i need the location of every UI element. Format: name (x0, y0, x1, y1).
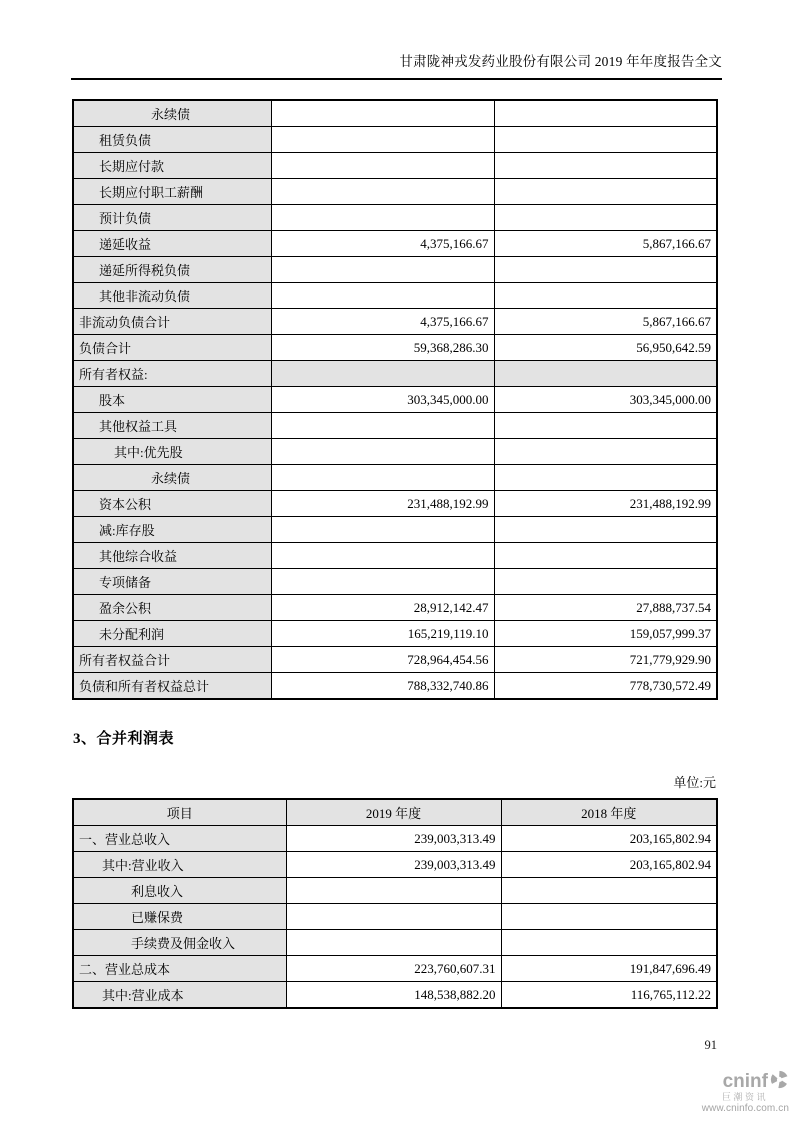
row-value (494, 465, 717, 491)
row-value (271, 257, 494, 283)
table-row (73, 179, 717, 205)
row-value: 27,888,737.54 (494, 595, 717, 621)
row-value (494, 153, 717, 179)
row-label: 永续债 (73, 465, 271, 491)
row-value: 239,003,313.49 (286, 852, 501, 878)
row-value (494, 179, 717, 205)
table-row (73, 153, 717, 179)
logo-brand-text: cninf (722, 1071, 768, 1093)
row-label: 手续费及佣金收入 (73, 930, 286, 956)
row-label: 专项储备 (73, 569, 271, 595)
row-value (494, 439, 717, 465)
row-value (271, 517, 494, 543)
row-value: 721,779,929.90 (494, 647, 717, 673)
row-value: 4,375,166.67 (271, 231, 494, 257)
table-row (73, 852, 717, 878)
row-value: 788,332,740.86 (271, 673, 494, 700)
row-value (271, 153, 494, 179)
row-value: 116,765,112.22 (501, 982, 717, 1009)
table-row (73, 930, 717, 956)
table-row (73, 621, 717, 647)
row-value: 239,003,313.49 (286, 826, 501, 852)
table-row (73, 517, 717, 543)
table-row (73, 878, 717, 904)
row-value (494, 283, 717, 309)
row-value (501, 878, 717, 904)
section-heading: 3、合并利润表 (73, 731, 175, 747)
logo-brand-row (683, 1070, 789, 1094)
row-label: 其他非流动负债 (73, 283, 271, 309)
row-label: 所有者权益合计 (73, 647, 271, 673)
row-label: 其他综合收益 (73, 543, 271, 569)
row-value: 5,867,166.67 (494, 231, 717, 257)
row-value: 59,368,286.30 (271, 335, 494, 361)
row-label: 非流动负债合计 (73, 309, 271, 335)
logo-url-text: www.cninfo.com.cn (701, 1102, 789, 1114)
row-value (494, 569, 717, 595)
table-row (73, 309, 717, 335)
row-value: 223,760,607.31 (286, 956, 501, 982)
income-statement-table (72, 798, 718, 1009)
row-value: 56,950,642.59 (494, 335, 717, 361)
row-label: 其中:优先股 (73, 439, 271, 465)
table-row (73, 205, 717, 231)
row-label: 股本 (73, 387, 271, 413)
row-label: 长期应付款 (73, 153, 271, 179)
row-label: 负债和所有者权益总计 (73, 673, 271, 700)
table-row (73, 647, 717, 673)
row-value (494, 543, 717, 569)
row-value (494, 413, 717, 439)
report-title: 甘肃陇神戎发药业股份有限公司 2019 年年度报告全文 (399, 54, 722, 69)
row-value: 303,345,000.00 (494, 387, 717, 413)
row-value (494, 257, 717, 283)
table-row (73, 231, 717, 257)
row-value (286, 904, 501, 930)
row-label: 长期应付职工薪酬 (73, 179, 271, 205)
row-value: 4,375,166.67 (271, 309, 494, 335)
table-row (73, 904, 717, 930)
row-label: 预计负债 (73, 205, 271, 231)
row-value (271, 413, 494, 439)
table-row (73, 283, 717, 309)
row-value (271, 127, 494, 153)
table-row (73, 465, 717, 491)
table-row (73, 100, 717, 127)
table-row (73, 595, 717, 621)
row-label: 租赁负债 (73, 127, 271, 153)
cninfo-logo (683, 1070, 789, 1114)
swirl-icon (770, 1070, 789, 1094)
row-value: 191,847,696.49 (501, 956, 717, 982)
row-value (494, 361, 717, 387)
table-header-row (73, 799, 717, 826)
row-value: 5,867,166.67 (494, 309, 717, 335)
unit-label: 单位:元 (673, 775, 716, 790)
row-label: 递延收益 (73, 231, 271, 257)
row-label: 递延所得税负债 (73, 257, 271, 283)
row-value (271, 100, 494, 127)
row-value: 728,964,454.56 (271, 647, 494, 673)
row-label: 负债合计 (73, 335, 271, 361)
row-label: 所有者权益: (73, 361, 271, 387)
row-label: 其中:营业收入 (73, 852, 286, 878)
row-label: 已赚保费 (73, 904, 286, 930)
row-label: 减:库存股 (73, 517, 271, 543)
column-header-2019: 2019 年度 (286, 799, 501, 826)
column-header-2018: 2018 年度 (501, 799, 717, 826)
row-label: 一、营业总收入 (73, 826, 286, 852)
row-value (501, 930, 717, 956)
row-value (271, 569, 494, 595)
row-value (286, 930, 501, 956)
page-header (71, 0, 722, 80)
row-label: 盈余公积 (73, 595, 271, 621)
row-value: 159,057,999.37 (494, 621, 717, 647)
row-label: 资本公积 (73, 491, 271, 517)
row-value (271, 439, 494, 465)
balance-sheet-body (73, 100, 717, 699)
row-value: 148,538,882.20 (286, 982, 501, 1009)
row-value: 203,165,802.94 (501, 826, 717, 852)
row-label: 利息收入 (73, 878, 286, 904)
row-value: 231,488,192.99 (271, 491, 494, 517)
row-value: 165,219,119.10 (271, 621, 494, 647)
row-value: 203,165,802.94 (501, 852, 717, 878)
row-value (501, 904, 717, 930)
row-label: 未分配利润 (73, 621, 271, 647)
table-row (73, 569, 717, 595)
row-value: 231,488,192.99 (494, 491, 717, 517)
row-value (271, 283, 494, 309)
table-row (73, 543, 717, 569)
row-value: 778,730,572.49 (494, 673, 717, 700)
row-label: 永续债 (73, 100, 271, 127)
table-row (73, 826, 717, 852)
row-value (271, 543, 494, 569)
table-row (73, 387, 717, 413)
row-value (271, 205, 494, 231)
row-label: 其他权益工具 (73, 413, 271, 439)
logo-chinese-text: 巨潮资讯 (721, 1092, 768, 1103)
row-value (494, 517, 717, 543)
table-row (73, 257, 717, 283)
table-row (73, 491, 717, 517)
row-value (271, 465, 494, 491)
row-label: 二、营业总成本 (73, 956, 286, 982)
column-header-item: 项目 (73, 799, 286, 826)
row-value: 28,912,142.47 (271, 595, 494, 621)
row-value (494, 205, 717, 231)
table-row (73, 673, 717, 700)
row-value: 303,345,000.00 (271, 387, 494, 413)
row-label: 其中:营业成本 (73, 982, 286, 1009)
row-value (271, 179, 494, 205)
balance-sheet-table (72, 99, 718, 700)
page-number: 91 (704, 1038, 717, 1052)
table-row (73, 956, 717, 982)
table-row (73, 127, 717, 153)
table-row (73, 439, 717, 465)
table-row (73, 335, 717, 361)
row-value (494, 100, 717, 127)
income-statement-body (73, 826, 717, 1009)
table-row (73, 982, 717, 1009)
row-value (494, 127, 717, 153)
row-value (271, 361, 494, 387)
table-row (73, 413, 717, 439)
row-value (286, 878, 501, 904)
table-row (73, 361, 717, 387)
